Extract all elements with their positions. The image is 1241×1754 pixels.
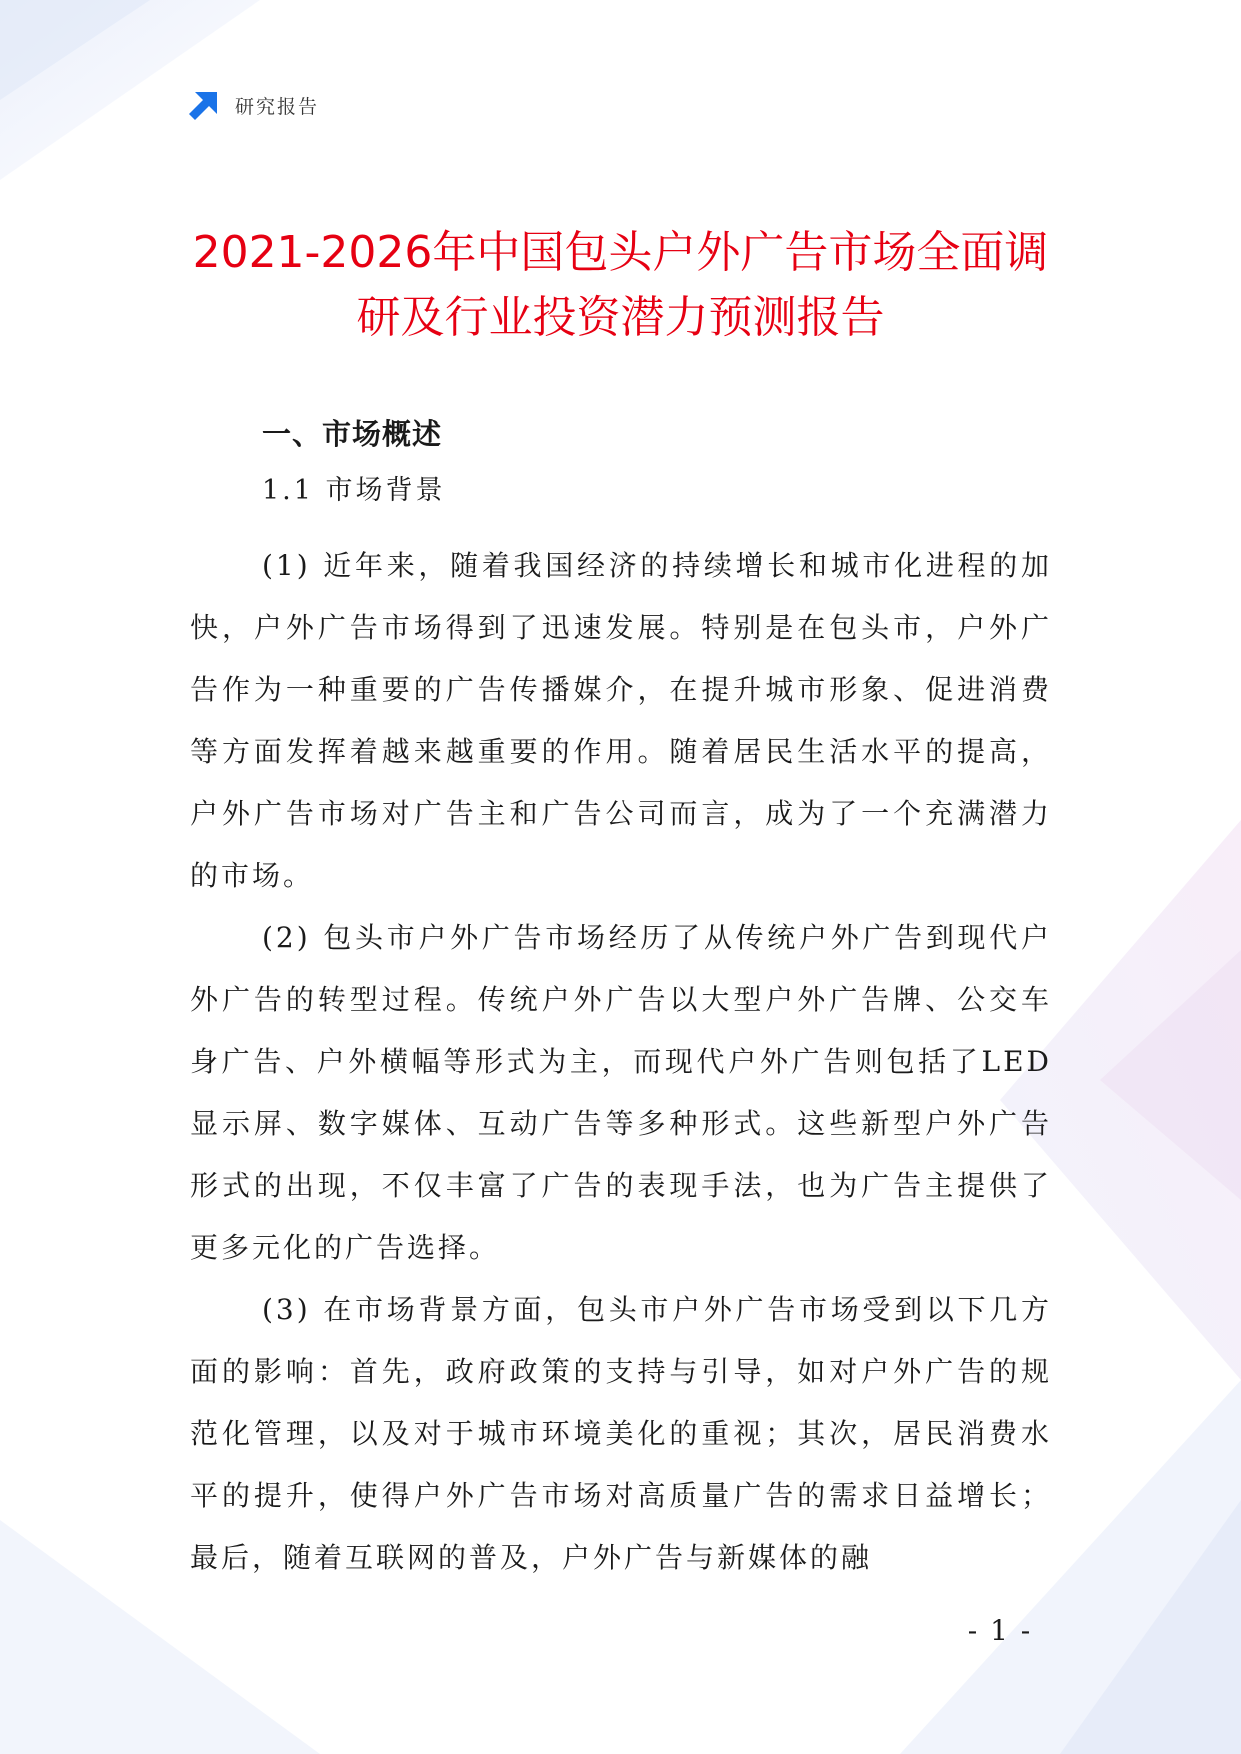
paragraph-3: (3) 在市场背景方面，包头市户外广告市场受到以下几方面的影响：首先，政府政策的支持与引导，如对户外广告的规范化管理，以及对于城市环境美化的重视；其次，居民消费水平的提升，使得户外广告市场对高质量广告的需求日益增长；最后，随着互联网的普及，户外广告与新媒体的融	[190, 1293, 1052, 1574]
document-body	[190, 415, 1052, 1589]
paragraph-2: (2) 包头市户外广告市场经历了从传统户外广告到现代户外广告的转型过程。传统户外广告以大型户外广告牌、公交车身广告、户外横幅等形式为主，而现代户外广告则包括了LED显示屏、数字媒体、互动广告等多种形式。这些新型户外广告形式的出现，不仅丰富了广告的表现手法，也为广告主提供了更多元化的广告选择。	[190, 921, 1052, 1264]
document-title	[150, 220, 1091, 350]
paragraph-1: (1) 近年来，随着我国经济的持续增长和城市化进程的加快，户外广告市场得到了迅速发展。特别是在包头市，户外广告作为一种重要的广告传播媒介，在提升城市形象、促进消费等方面发挥着越来越重要的作用。随着居民生活水平的提高，户外广告市场对广告主和广告公司而言，成为了一个充满潜力的市场。	[190, 549, 1052, 892]
title-line-2: 研及行业投资潜力预测报告	[356, 292, 885, 343]
header-label: 研究报告	[235, 95, 320, 118]
title-line-1: 2021-2026年中国包头户外广告市场全面调	[192, 227, 1049, 278]
page-number: - 1 -	[967, 1614, 1033, 1647]
arrow-up-right-icon	[187, 88, 221, 122]
report-header	[187, 88, 319, 122]
section-heading: 一、市场概述	[262, 417, 443, 451]
subsection-heading: 1.1 市场背景	[262, 475, 446, 506]
